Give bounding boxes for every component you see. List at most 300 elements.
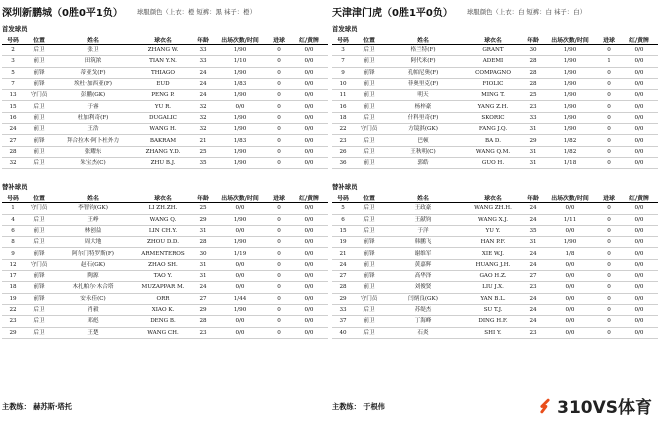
cell-position: 前锋 — [24, 271, 54, 282]
column-header-appearances: 出场次数/时间 — [212, 193, 268, 203]
cell-number: 13 — [2, 90, 24, 101]
cell-age: 24 — [524, 304, 542, 315]
cell-cards: 0/0 — [620, 304, 658, 315]
cell-name: 田筑浓 — [54, 56, 132, 67]
cell-number: 7 — [2, 78, 24, 89]
cell-cards: 0/0 — [290, 157, 328, 168]
column-header-goals: 进球 — [268, 35, 290, 45]
cell-position: 前卫 — [24, 225, 54, 236]
cell-shirt-name: TIAN Y.N. — [132, 56, 194, 67]
cell-appearances: 1/90 — [212, 90, 268, 101]
cell-age: 27 — [524, 271, 542, 282]
cell-name: 肖毅 — [54, 304, 132, 315]
cell-cards: 0/0 — [290, 67, 328, 78]
cell-number: 33 — [332, 304, 354, 315]
cell-number: 9 — [332, 67, 354, 78]
cell-cards: 0/0 — [290, 316, 328, 327]
cell-number: 6 — [2, 225, 24, 236]
cell-name: 谢维军 — [384, 248, 462, 259]
column-header-appearances: 出场次数/时间 — [542, 35, 598, 45]
cell-shirt-name: LI ZH.ZH. — [132, 203, 194, 214]
cell-name: 格兰特(F) — [384, 45, 462, 56]
cell-cards: 0/0 — [290, 259, 328, 270]
team-header — [332, 0, 658, 22]
cell-position: 前锋 — [24, 78, 54, 89]
cell-age: 25 — [194, 146, 212, 157]
cell-name: 王峥 — [54, 214, 132, 225]
cell-goals: 0 — [268, 146, 290, 157]
cell-number: 1 — [2, 203, 24, 214]
cell-number: 22 — [332, 124, 354, 135]
cell-position: 前卫 — [354, 78, 384, 89]
table-row — [332, 124, 658, 135]
cell-name: 杨梓豪 — [384, 101, 462, 112]
table-row — [2, 135, 328, 146]
cell-cards: 0/0 — [290, 146, 328, 157]
column-header-age: 年龄 — [524, 35, 542, 45]
cell-cards: 0/0 — [620, 214, 658, 225]
cell-shirt-name: ZHANG W. — [132, 45, 194, 56]
cell-age: 24 — [194, 282, 212, 293]
cell-position: 守门员 — [24, 90, 54, 101]
column-header-position: 位置 — [354, 35, 384, 45]
table-row — [332, 282, 658, 293]
column-header-appearances: 出场次数/时间 — [542, 193, 598, 203]
table-row — [332, 78, 658, 89]
cell-shirt-name: DENG B. — [132, 316, 194, 327]
cell-name: 巴顿 — [384, 135, 462, 146]
cell-position: 前卫 — [354, 56, 384, 67]
cell-appearances: 0/0 — [542, 203, 598, 214]
cell-goals: 0 — [598, 304, 620, 315]
table-row — [332, 90, 658, 101]
column-header-name: 姓名 — [54, 35, 132, 45]
cell-age: 31 — [194, 225, 212, 236]
cell-shirt-name: YU Y. — [462, 225, 524, 236]
cell-goals: 0 — [598, 112, 620, 123]
cell-goals: 0 — [598, 67, 620, 78]
cell-goals: 0 — [268, 259, 290, 270]
cell-shirt-name: THIAGO — [132, 67, 194, 78]
cell-number: 24 — [332, 259, 354, 270]
cell-cards: 0/0 — [620, 45, 658, 56]
cell-name: 王秋明(C) — [384, 146, 462, 157]
cell-number: 11 — [332, 90, 354, 101]
cell-appearances: 1/90 — [542, 112, 598, 123]
cell-goals: 0 — [268, 203, 290, 214]
cell-shirt-name: COMPAGNO — [462, 67, 524, 78]
cell-position: 后卫 — [24, 157, 54, 168]
cell-shirt-name: ZHU B.J. — [132, 157, 194, 168]
cell-age: 23 — [524, 282, 542, 293]
cell-position: 后卫 — [354, 203, 384, 214]
cell-appearances: 1/18 — [542, 157, 598, 168]
cell-number: 5 — [2, 67, 24, 78]
table-row — [332, 157, 658, 168]
table-row — [332, 316, 658, 327]
column-header-cards: 红/黄牌 — [620, 35, 658, 45]
table-row — [2, 304, 328, 315]
cell-age: 25 — [194, 203, 212, 214]
cell-age: 31 — [524, 237, 542, 248]
kit-colors: 球服颜色（上衣：白 短裤：白 袜子：白） — [466, 7, 586, 16]
cell-shirt-name: TAO Y. — [132, 271, 194, 282]
cell-name: 木扎帕尔·木合塔 — [54, 282, 132, 293]
cell-goals: 0 — [268, 124, 290, 135]
cell-goals: 0 — [268, 90, 290, 101]
cell-age: 32 — [194, 112, 212, 123]
team-title: 深圳新鹏城（0胜0平1负） — [2, 7, 123, 19]
cell-cards: 0/0 — [290, 327, 328, 338]
table-row — [332, 214, 658, 225]
table-row — [2, 67, 328, 78]
team-header — [2, 0, 328, 22]
cell-shirt-name: LIU J.X. — [462, 282, 524, 293]
cell-cards: 0/0 — [620, 282, 658, 293]
cell-position: 前卫 — [24, 124, 54, 135]
cell-cards: 0/0 — [620, 271, 658, 282]
cell-appearances: 0/0 — [542, 259, 598, 270]
table-header-row — [2, 35, 328, 45]
cell-position: 守门员 — [24, 259, 54, 270]
cell-goals: 0 — [268, 282, 290, 293]
cell-appearances: 1/82 — [542, 135, 598, 146]
cell-goals: 0 — [598, 293, 620, 304]
cell-age: 29 — [194, 304, 212, 315]
cell-goals: 0 — [268, 78, 290, 89]
column-header-shirt-name: 球衣名 — [132, 193, 194, 203]
cell-shirt-name: FANG J.Q. — [462, 124, 524, 135]
cell-position: 守门员 — [354, 124, 384, 135]
cell-number: 16 — [332, 101, 354, 112]
cell-appearances: 1/90 — [542, 237, 598, 248]
cell-shirt-name: HUANG J.H. — [462, 259, 524, 270]
cell-position: 前卫 — [354, 282, 384, 293]
column-header-age: 年龄 — [194, 193, 212, 203]
cell-goals: 0 — [598, 78, 620, 89]
cell-goals: 0 — [598, 45, 620, 56]
cell-goals: 0 — [268, 214, 290, 225]
cell-cards: 0/0 — [290, 237, 328, 248]
cell-name: 彭鹏(GK) — [54, 90, 132, 101]
cell-appearances: 1/82 — [542, 146, 598, 157]
table-row — [2, 225, 328, 236]
cell-number: 15 — [2, 101, 24, 112]
cell-position: 守门员 — [24, 203, 54, 214]
cell-appearances: 0/0 — [212, 327, 268, 338]
subs-label: 替补球员 — [2, 183, 28, 192]
cell-name: 苏缇杰 — [384, 304, 462, 315]
cell-name: 韩鹏飞 — [384, 237, 462, 248]
cell-number: 28 — [2, 146, 24, 157]
table-row — [2, 327, 328, 338]
cell-name: 王浩 — [54, 124, 132, 135]
cell-age: 28 — [524, 67, 542, 78]
cell-position: 后卫 — [354, 304, 384, 315]
cell-appearances: 1/11 — [542, 214, 598, 225]
cell-number: 18 — [2, 282, 24, 293]
table-row — [332, 203, 658, 214]
cell-name: 周大地 — [54, 237, 132, 248]
table-row — [332, 327, 658, 338]
cell-shirt-name: WANG H. — [132, 124, 194, 135]
cell-age: 23 — [194, 327, 212, 338]
cell-name: 王楚 — [54, 327, 132, 338]
cell-appearances: 1/90 — [212, 157, 268, 168]
cell-shirt-name: YU R. — [132, 101, 194, 112]
cell-age: 28 — [194, 316, 212, 327]
cell-cards: 0/0 — [620, 237, 658, 248]
cell-cards: 0/0 — [620, 157, 658, 168]
cell-cards: 0/0 — [620, 316, 658, 327]
cell-cards: 0/0 — [290, 101, 328, 112]
cell-appearances: 0/0 — [212, 203, 268, 214]
cell-appearances: 0/0 — [542, 225, 598, 236]
cell-shirt-name: ZHOU D.D. — [132, 237, 194, 248]
column-header-shirt-name: 球衣名 — [132, 35, 194, 45]
cell-position: 前卫 — [354, 157, 384, 168]
cell-name: 张耀东 — [54, 146, 132, 157]
cell-shirt-name: XIAO K. — [132, 304, 194, 315]
cell-appearances: 0/0 — [212, 259, 268, 270]
cell-appearances: 1/19 — [212, 248, 268, 259]
table-row — [2, 101, 328, 112]
subs-table — [2, 193, 328, 339]
cell-shirt-name: MUZAPPAR M. — [132, 282, 194, 293]
cell-age: 24 — [194, 78, 212, 89]
cell-name: 阿代米(F) — [384, 56, 462, 67]
cell-name: 蒂亚戈(F) — [54, 67, 132, 78]
cell-goals: 0 — [268, 101, 290, 112]
cell-name: 阿尔门特罗斯(F) — [54, 248, 132, 259]
table-header-row — [2, 193, 328, 203]
cell-position: 前锋 — [24, 135, 54, 146]
cell-cards: 0/0 — [620, 327, 658, 338]
cell-number: 27 — [332, 271, 354, 282]
cell-age: 31 — [524, 157, 542, 168]
cell-name: 菲奥里克(F) — [384, 78, 462, 89]
cell-cards: 0/0 — [620, 259, 658, 270]
table-header-row — [332, 35, 658, 45]
cell-shirt-name: WANG X.J. — [462, 214, 524, 225]
cell-cards: 0/0 — [290, 56, 328, 67]
cell-name: 孔帕尼奥(F) — [384, 67, 462, 78]
column-header-position: 位置 — [354, 193, 384, 203]
cell-goals: 0 — [598, 146, 620, 157]
cell-age: 29 — [194, 214, 212, 225]
cell-appearances: 1/90 — [212, 112, 268, 123]
cell-goals: 0 — [268, 293, 290, 304]
cell-number: 8 — [2, 237, 24, 248]
cell-name: 陶源 — [54, 271, 132, 282]
cell-age: 30 — [524, 45, 542, 56]
cell-goals: 0 — [598, 203, 620, 214]
table-row — [332, 56, 658, 67]
cell-shirt-name: SHI Y. — [462, 327, 524, 338]
cell-cards: 0/0 — [620, 90, 658, 101]
cell-appearances: 0/0 — [542, 282, 598, 293]
cell-cards: 0/0 — [290, 135, 328, 146]
cell-appearances: 1/90 — [212, 67, 268, 78]
cell-shirt-name: LIN CH.Y. — [132, 225, 194, 236]
cell-position: 前锋 — [354, 237, 384, 248]
subs-label: 替补球员 — [332, 183, 358, 192]
column-header-position: 位置 — [24, 35, 54, 45]
cell-goals: 0 — [598, 316, 620, 327]
cell-position: 前卫 — [354, 101, 384, 112]
table-row — [332, 248, 658, 259]
cell-shirt-name: XIE W.J. — [462, 248, 524, 259]
cell-cards: 0/0 — [290, 78, 328, 89]
table-row — [332, 304, 658, 315]
cell-name: 赵石(GK) — [54, 259, 132, 270]
cell-shirt-name: WANG CH. — [132, 327, 194, 338]
cell-number: 36 — [332, 157, 354, 168]
cell-position: 后卫 — [24, 304, 54, 315]
table-row — [2, 203, 328, 214]
table-row — [2, 237, 328, 248]
cell-position: 前锋 — [24, 282, 54, 293]
cell-age: 27 — [194, 293, 212, 304]
table-row — [2, 259, 328, 270]
table-row — [332, 293, 658, 304]
cell-name: 于洋 — [384, 225, 462, 236]
cell-age: 24 — [524, 293, 542, 304]
cell-name: 刘俊贤 — [384, 282, 462, 293]
cell-number: 27 — [2, 135, 24, 146]
cell-cards: 0/0 — [290, 112, 328, 123]
cell-goals: 0 — [268, 67, 290, 78]
cell-age: 35 — [524, 225, 542, 236]
cell-age: 24 — [524, 214, 542, 225]
cell-number: 16 — [2, 112, 24, 123]
cell-cards: 0/0 — [290, 282, 328, 293]
cell-number: 2 — [2, 45, 24, 56]
cell-number: 12 — [2, 259, 24, 270]
cell-name: 丁海峰 — [384, 316, 462, 327]
cell-shirt-name: SKORIC — [462, 112, 524, 123]
table-row — [2, 157, 328, 168]
cell-position: 后卫 — [354, 45, 384, 56]
column-header-shirt-name: 球衣名 — [462, 35, 524, 45]
team-panel-away — [332, 0, 658, 339]
table-row — [2, 271, 328, 282]
cell-age: 29 — [524, 135, 542, 146]
cell-cards: 0/0 — [290, 248, 328, 259]
cell-goals: 0 — [598, 248, 620, 259]
cell-appearances: 0/0 — [542, 304, 598, 315]
cell-number: 4 — [2, 214, 24, 225]
cell-shirt-name: ADEMI — [462, 56, 524, 67]
cell-name: 杜加利奇(F) — [54, 112, 132, 123]
cell-position: 后卫 — [24, 214, 54, 225]
cell-goals: 0 — [268, 271, 290, 282]
cell-age: 33 — [524, 112, 542, 123]
cell-number: 3 — [332, 45, 354, 56]
column-header-cards: 红/黄牌 — [620, 193, 658, 203]
cell-position: 后卫 — [24, 316, 54, 327]
cell-number: 15 — [332, 225, 354, 236]
cell-age: 31 — [194, 271, 212, 282]
cell-shirt-name: ZHAO SH. — [132, 259, 194, 270]
cell-shirt-name: GUO H. — [462, 157, 524, 168]
cell-appearances: 0/0 — [542, 271, 598, 282]
cell-position: 后卫 — [24, 45, 54, 56]
cell-number: 21 — [332, 248, 354, 259]
table-row — [332, 237, 658, 248]
cell-age: 31 — [524, 146, 542, 157]
cell-shirt-name: BA D. — [462, 135, 524, 146]
cell-cards: 0/0 — [290, 225, 328, 236]
column-header-appearances: 出场次数/时间 — [212, 35, 268, 45]
cell-appearances: 1/90 — [542, 45, 598, 56]
cell-position: 后卫 — [354, 112, 384, 123]
cell-goals: 0 — [268, 316, 290, 327]
table-row — [332, 271, 658, 282]
cell-age: 23 — [524, 327, 542, 338]
cell-number: 32 — [2, 157, 24, 168]
column-header-cards: 红/黄牌 — [290, 35, 328, 45]
cell-cards: 0/0 — [620, 101, 658, 112]
table-row — [2, 248, 328, 259]
cell-appearances: 0/0 — [212, 316, 268, 327]
cell-position: 前锋 — [24, 248, 54, 259]
head-coach-away: 主教练： 于根伟 — [332, 402, 385, 411]
cell-appearances: 1/90 — [542, 56, 598, 67]
cell-shirt-name: WANG Q.M. — [462, 146, 524, 157]
cell-name: 闫炳良(GK) — [384, 293, 462, 304]
cell-position: 前锋 — [354, 67, 384, 78]
cell-position: 后卫 — [354, 327, 384, 338]
table-row — [332, 259, 658, 270]
cell-cards: 0/0 — [620, 225, 658, 236]
cell-name: 李智钧(GK) — [54, 203, 132, 214]
cell-number: 19 — [2, 293, 24, 304]
column-header-number: 号码 — [332, 193, 354, 203]
cell-name: 郭皓 — [384, 157, 462, 168]
column-header-name: 姓名 — [54, 193, 132, 203]
table-row — [2, 124, 328, 135]
table-row — [2, 78, 328, 89]
table-row — [332, 45, 658, 56]
cell-cards: 0/0 — [620, 293, 658, 304]
cell-cards: 0/0 — [620, 203, 658, 214]
cell-number: 5 — [332, 203, 354, 214]
cell-appearances: 0/0 — [542, 316, 598, 327]
column-header-name: 姓名 — [384, 35, 462, 45]
cell-shirt-name: YAN B.L. — [462, 293, 524, 304]
cell-age: 28 — [194, 237, 212, 248]
cell-shirt-name: MING T. — [462, 90, 524, 101]
cell-goals: 0 — [268, 45, 290, 56]
cell-shirt-name: DUGALIC — [132, 112, 194, 123]
cell-appearances: 0/0 — [542, 327, 598, 338]
cell-appearances: 1/90 — [542, 67, 598, 78]
cell-name: 埃杜·加西亚(F) — [54, 78, 132, 89]
cell-position: 守门员 — [354, 293, 384, 304]
cell-appearances: 1/90 — [212, 146, 268, 157]
column-header-number: 号码 — [2, 35, 24, 45]
table-row — [2, 45, 328, 56]
cell-number: 40 — [332, 327, 354, 338]
cell-appearances: 1/8 — [542, 248, 598, 259]
table-row — [332, 135, 658, 146]
cell-name: 张卫 — [54, 45, 132, 56]
cell-appearances: 0/0 — [542, 293, 598, 304]
cell-number: 17 — [2, 271, 24, 282]
cell-shirt-name: ZHANG Y.D. — [132, 146, 194, 157]
cell-appearances: 0/0 — [212, 271, 268, 282]
